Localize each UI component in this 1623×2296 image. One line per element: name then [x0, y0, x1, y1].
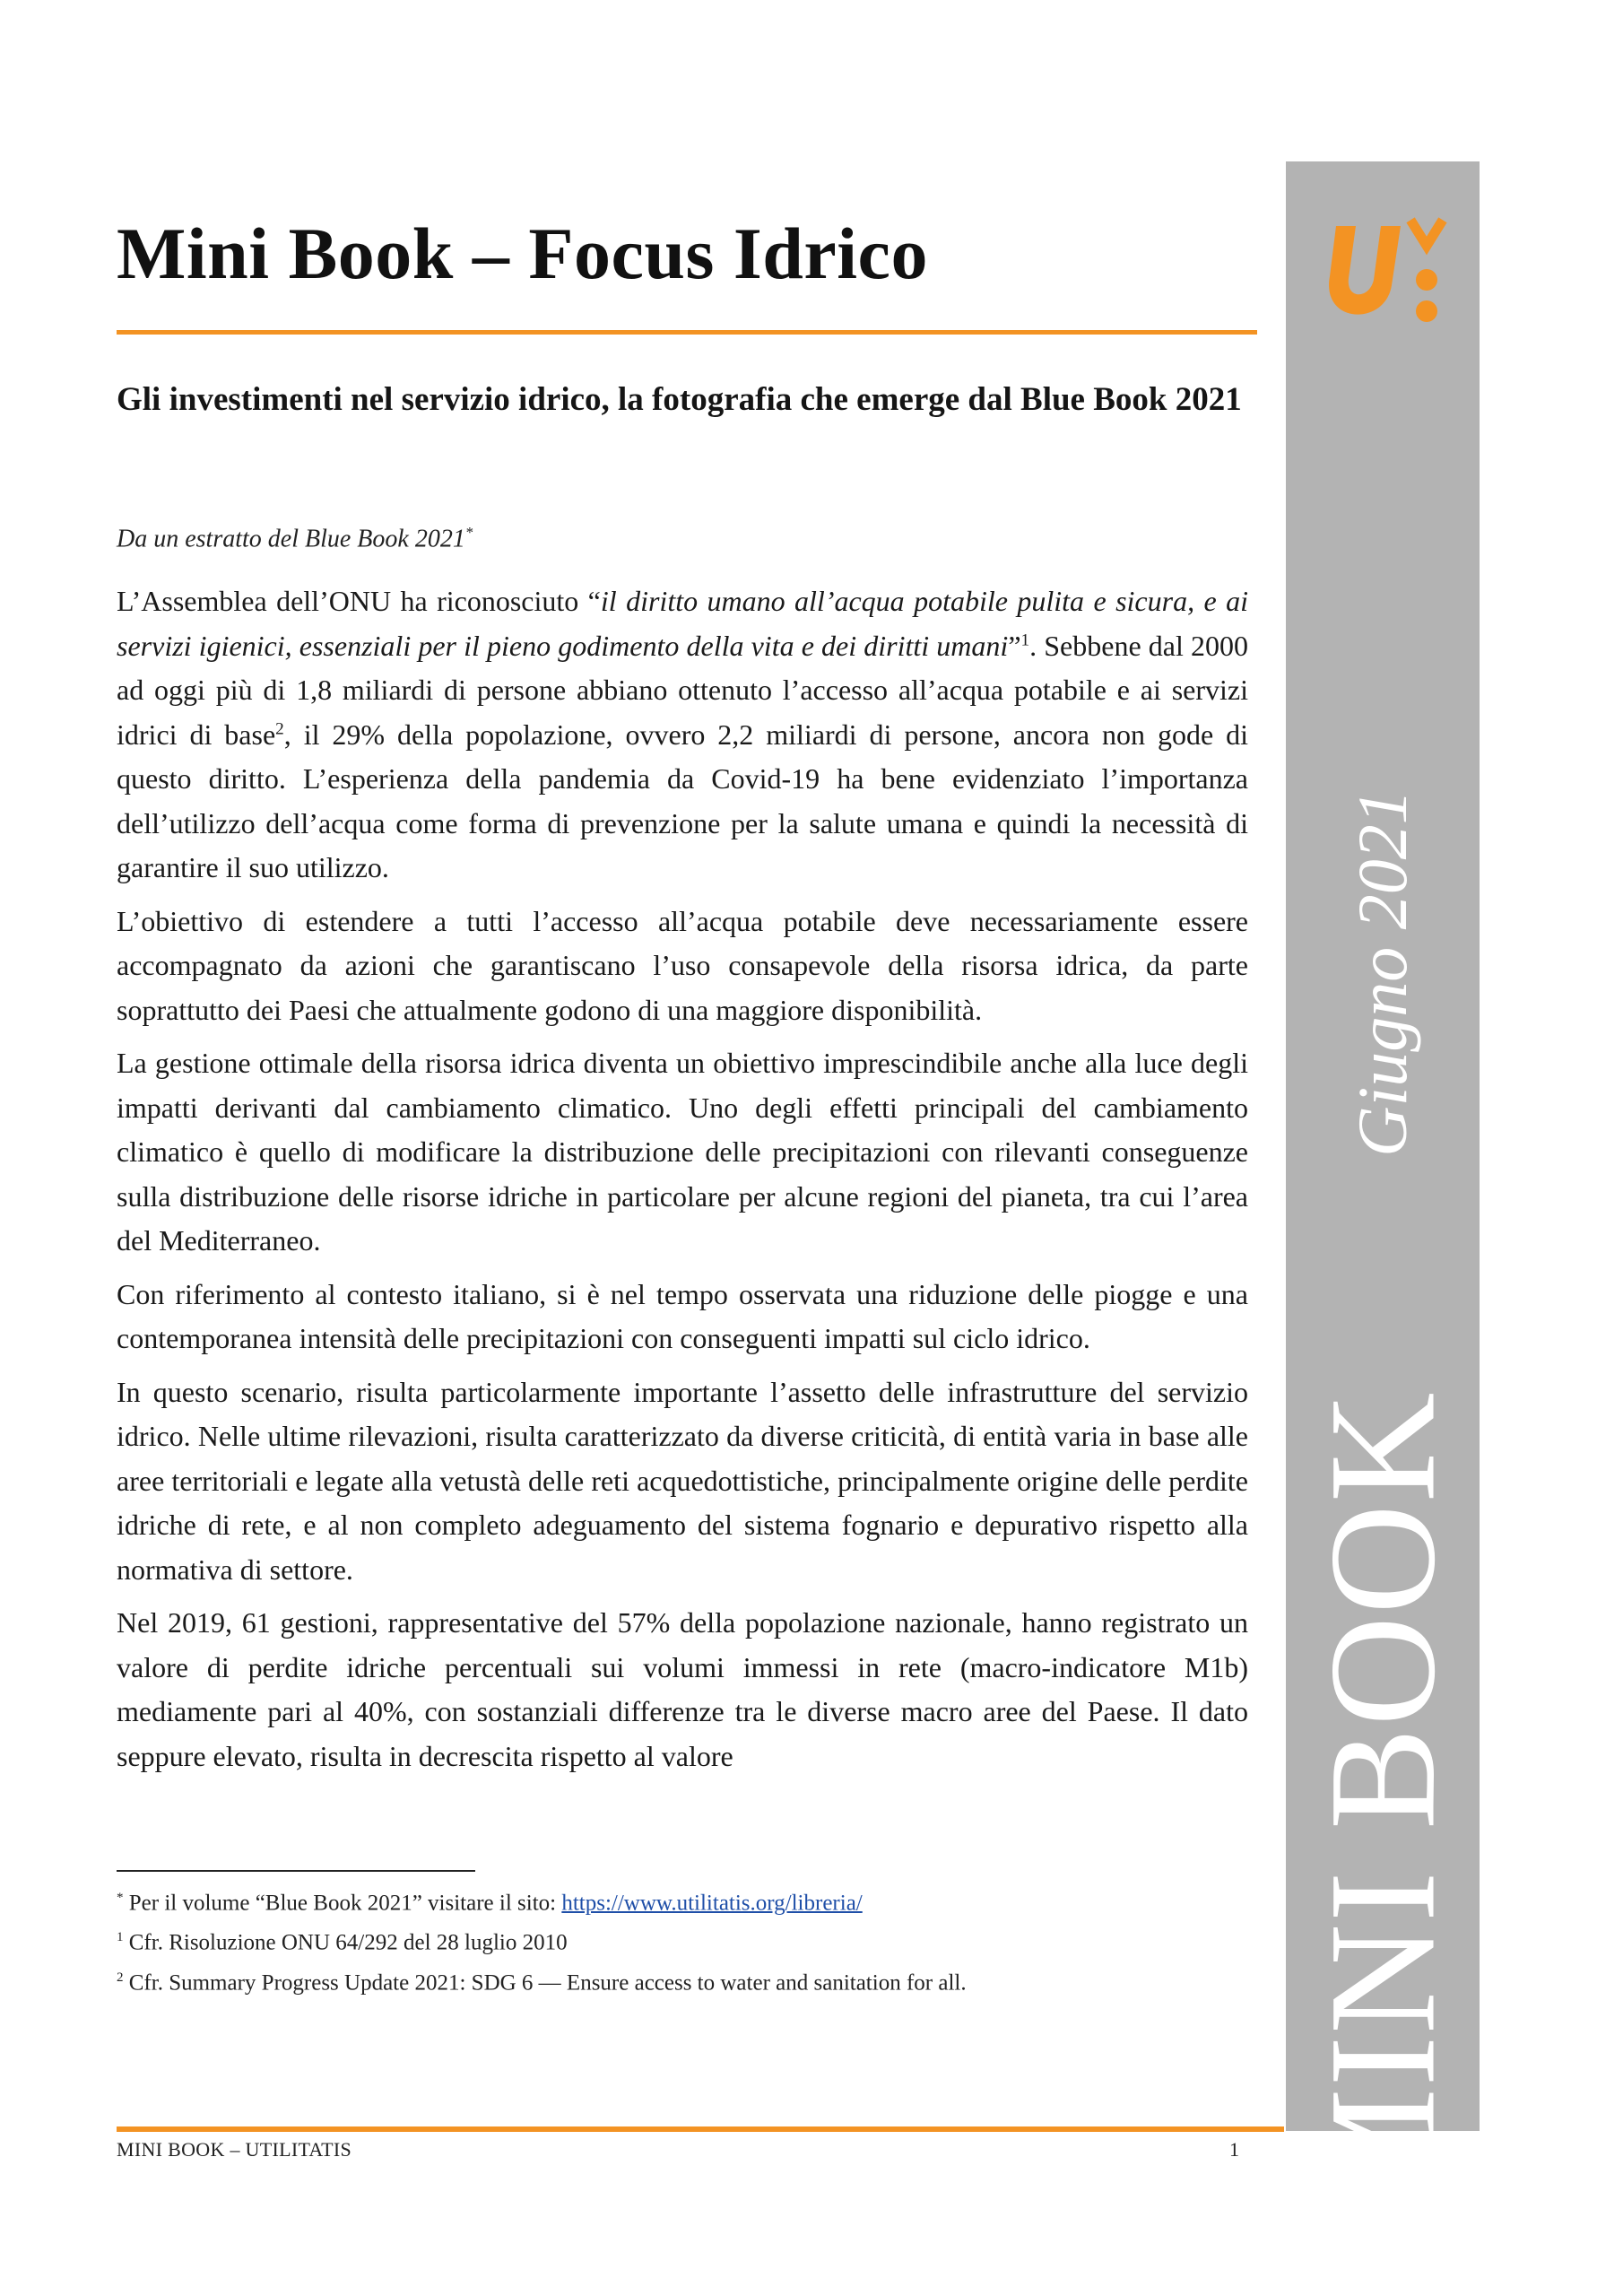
- footnote-ref-1: 1: [1020, 630, 1030, 649]
- footer-divider: [117, 2126, 1284, 2132]
- footnote-1: [117, 1920, 1248, 1960]
- body-text: [117, 579, 1248, 1787]
- footnote-text: Per il volume “Blue Book 2021” visitare il sito:: [123, 1891, 562, 1916]
- paragraph-1: [117, 579, 1248, 891]
- footnote-text: Cfr. Risoluzione ONU 64/292 del 28 luglio 2010: [123, 1930, 568, 1955]
- title-divider: [117, 330, 1257, 335]
- footer-label: MINI BOOK – UTILITATIS: [117, 2138, 352, 2161]
- paragraph-3: La gestione ottimale della risorsa idrica diventa un obiettivo imprescindibile anche alla luce degli impatti derivanti dal cambiamento climatico. Uno degli effetti principali del cambiamento climatico è quello di modificare la distribuzione delle precipitazioni con rilevanti conseguenze sulla distribuzione delle risorse idriche in particolare per alcune regioni del pianeta, tra cui l’area del Mediterraneo.: [117, 1047, 1248, 1257]
- source-note-mark: *: [464, 524, 473, 541]
- paragraph-2: L’obiettivo di estendere a tutti l’accesso all’acqua potabile deve necessariamente essere accompagnato da azioni che garantiscano l’uso consapevole della risorsa idrica, da parte soprattutto dei Paesi che attualmente godono di una maggiore disponibilità.: [117, 904, 1248, 1026]
- source-note: [117, 524, 473, 553]
- paragraph-4: Con riferimento al contesto italiano, si è nel tempo osservata una riduzione delle piogge e una contemporanea intensità delle precipitazioni con conseguenti impatti sul ciclo idrico.: [117, 1277, 1248, 1354]
- sidebar-band: [1286, 161, 1480, 2224]
- footnote-star: [117, 1881, 1248, 1920]
- source-note-text: Da un estratto del Blue Book 2021: [117, 525, 465, 553]
- footnote-divider: [117, 1870, 475, 1872]
- utilitatis-logo-icon: [1316, 206, 1451, 341]
- footnote-mark: 2: [117, 1970, 124, 1985]
- p1-part-e: . Sebbene dal 2000 ad oggi più di 1,8 miliardi di persone abbiano ottenuto l’accesso all’acqua potabile e ai servizi idrici di base: [117, 629, 1249, 751]
- p1-part-a: L’Assemblea dell’ONU ha riconosciuto “: [117, 585, 601, 617]
- p1-part-g: , il 29% della popolazione, ovvero 2,2 miliardi di persone, ancora non gode di questo diritto. L’esperienza della pandemia da Covid-19 ha bene evidenziato l’importanza dell’utilizzo dell’acqua come forma di prevenzione per la salute umana e quindi la necessità di garantire il suo utilizzo.: [117, 718, 1249, 883]
- paragraph-5: In questo scenario, risulta particolarmente importante l’assetto delle infrastrutture del servizio idrico. Nelle ultime rilevazioni, risulta caratterizzato da diverse criticità, di entità varia in base alle aree territoriali e legate alla vetustà delle reti acquedottistiche, principalmente origine delle perdite idriche di rete, e al non completo adeguamento del sistema fognario e depurativo rispetto alla normativa di settore.: [117, 1375, 1248, 1586]
- footnote-mark: *: [117, 1891, 124, 1905]
- page-number: 1: [1229, 2138, 1239, 2161]
- sidebar-date: Giugno 2021: [1343, 789, 1421, 1157]
- document-subtitle: Gli investimenti nel servizio idrico, la fotografia che emerge dal Blue Book 2021: [117, 381, 1242, 418]
- document-title: Mini Book – Focus Idrico: [117, 213, 928, 294]
- libreria-link[interactable]: https://www.utilitatis.org/libreria/: [561, 1891, 863, 1916]
- footnotes: [117, 1881, 1248, 2000]
- footnote-text: Cfr. Summary Progress Update 2021: SDG 6 — Ensure access to water and sanitation for all.: [123, 1970, 967, 1995]
- p1-quote: il diritto umano all’acqua potabile pulita e sicura, e ai servizi igienici, essenziali per il pieno godimento della vita e dei diritti umani: [117, 585, 1249, 662]
- paragraph-6: Nel 2019, 61 gestioni, rappresentative del 57% della popolazione nazionale, hanno registrato un valore di perdite idriche percentuali sui volumi immessi in rete (macro-indicatore M1b) mediamente pari al 40%, con sostanziali differenze tra le diverse macro aree del Paese. Il dato seppure elevato, risulta in decrescita rispetto al valore: [117, 1606, 1248, 1772]
- p1-part-c: ”: [1008, 629, 1021, 662]
- sidebar-label: MINI BOOK: [1298, 1390, 1467, 2224]
- footnote-ref-2: 2: [275, 718, 284, 738]
- footnote-mark: 1: [117, 1930, 124, 1945]
- footnote-2: [117, 1961, 1248, 2000]
